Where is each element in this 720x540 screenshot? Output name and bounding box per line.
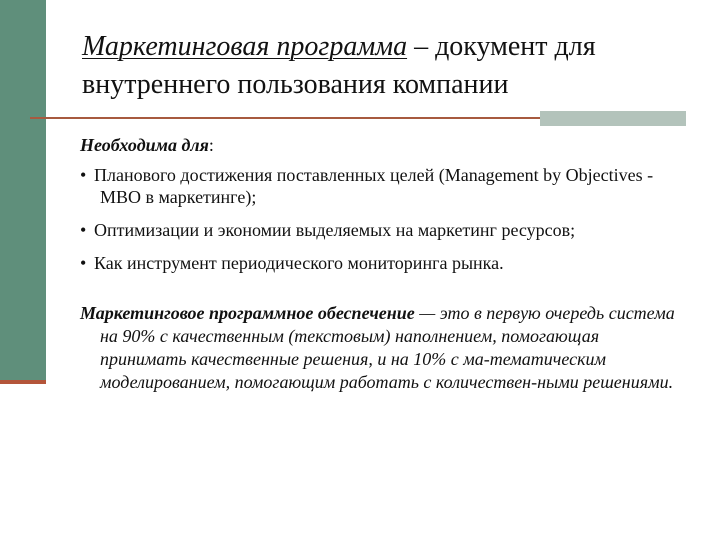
needed-colon: :: [208, 135, 214, 155]
slide-body: [80, 134, 690, 394]
bullet-marker: •: [80, 253, 87, 273]
title-rest: – документ для внутреннего пользования компании: [82, 31, 596, 100]
decorative-side-bar-edge: [0, 380, 46, 384]
needed-label: Необходима для: [80, 135, 209, 155]
title-divider-block: [540, 111, 686, 126]
purpose-list: [80, 164, 690, 274]
title-divider-line: [30, 117, 540, 119]
purpose-text: Как инструмент периодического мониторинга рынка.: [94, 253, 504, 273]
purpose-item: [80, 219, 690, 241]
decorative-side-bar: [0, 0, 46, 380]
bullet-marker: •: [80, 220, 87, 240]
purpose-text: Планового достижения поставленных целей (Management by Objectives - MBO в маркетинге);: [94, 165, 654, 207]
title-emphasized: Маркетинговая программа: [82, 31, 408, 62]
definition-term: Маркетинговое программное обеспечение: [80, 303, 415, 323]
needed-heading: [80, 134, 690, 156]
purpose-item: [80, 164, 690, 208]
definition-text: — это в первую очередь система на 90% с качественным (текстовым) наполнением, помогающая принимать качественные решения, и на 10% с ма-тематическим моделированием, помогающим работать с количествен-ными решениями.: [100, 303, 675, 392]
definition-paragraph: [80, 302, 690, 394]
slide-title: [82, 28, 702, 104]
purpose-item: [80, 252, 690, 274]
bullet-marker: •: [80, 165, 87, 185]
purpose-text: Оптимизации и экономии выделяемых на маркетинг ресурсов;: [94, 220, 576, 240]
